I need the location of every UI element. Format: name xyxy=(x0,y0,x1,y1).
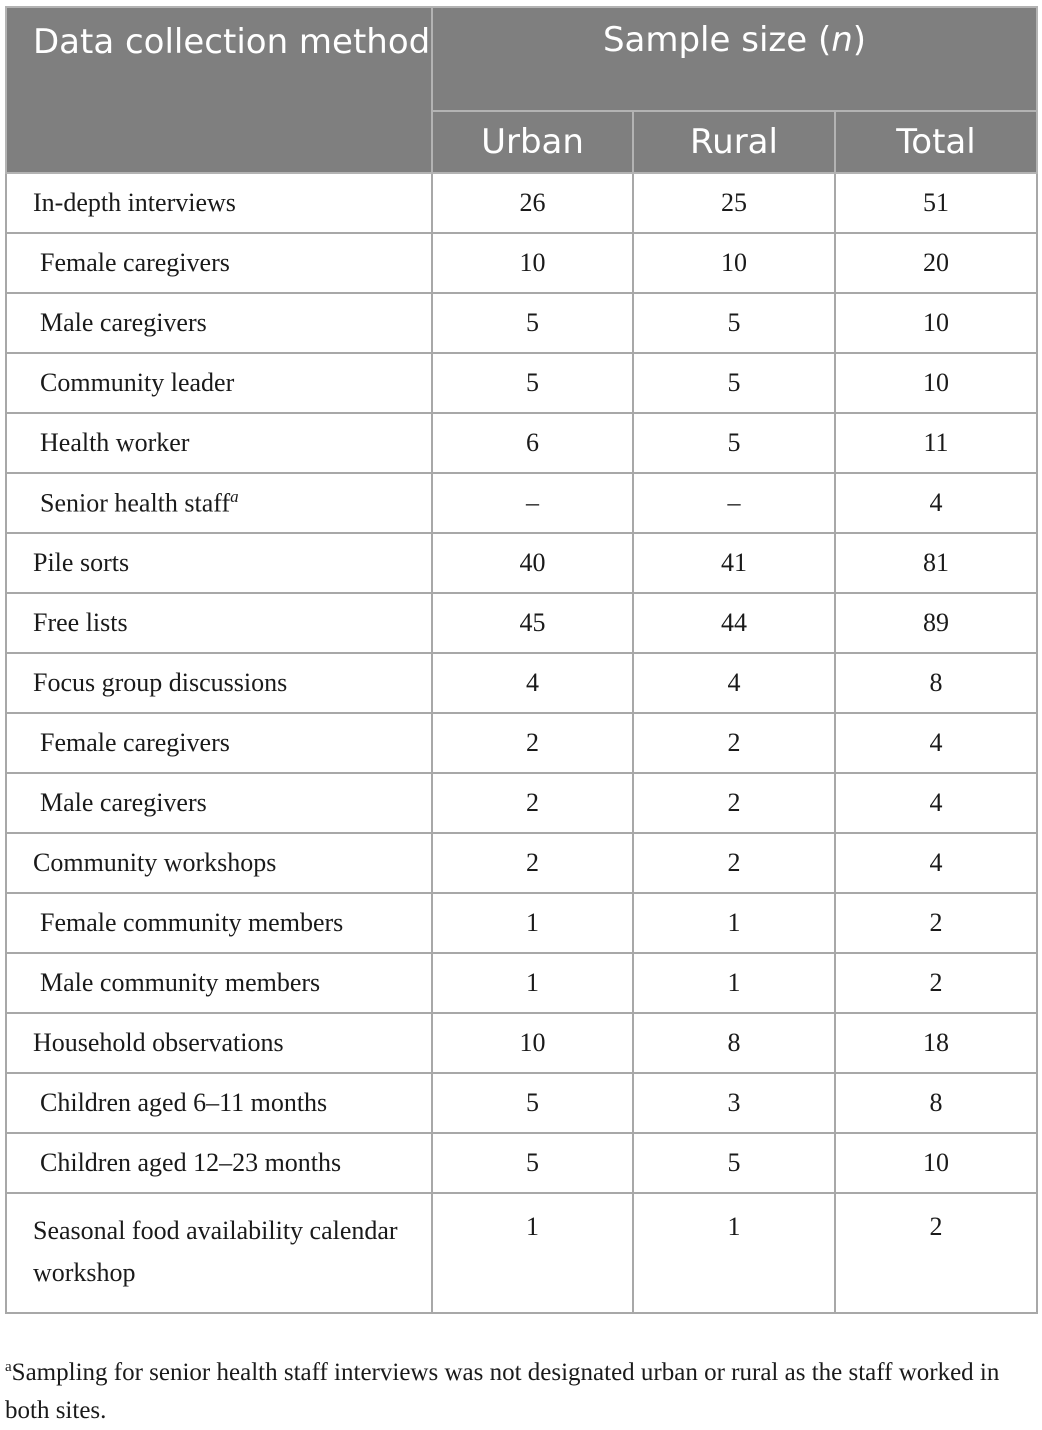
rural-cell: 41 xyxy=(633,533,835,593)
table-row xyxy=(6,713,1037,773)
row-label: Female community members xyxy=(6,893,432,953)
rural-cell: 1 xyxy=(633,1193,835,1313)
footnote-marker: a xyxy=(5,1359,12,1375)
total-cell: 10 xyxy=(835,293,1037,353)
table-row xyxy=(6,473,1037,533)
row-label: Female caregivers xyxy=(6,713,432,773)
total-cell: 4 xyxy=(835,833,1037,893)
total-cell: 2 xyxy=(835,1193,1037,1313)
total-cell: 4 xyxy=(835,713,1037,773)
total-cell: 8 xyxy=(835,653,1037,713)
header-sample-prefix: Sample size ( xyxy=(602,20,832,60)
header-sample-suffix: ) xyxy=(852,20,867,60)
table-row xyxy=(6,893,1037,953)
table-row xyxy=(6,1073,1037,1133)
urban-cell: 2 xyxy=(432,773,633,833)
header-sample-var: n xyxy=(831,20,853,60)
header-total: Total xyxy=(835,111,1037,173)
table-row xyxy=(6,593,1037,653)
row-label: Seasonal food availability calendar workshop xyxy=(6,1193,432,1313)
footnote-text: Sampling for senior health staff interviews was not designated urban or rural as the staff worked in both sites. xyxy=(5,1359,1000,1424)
rural-cell: – xyxy=(633,473,835,533)
row-label: Male caregivers xyxy=(6,773,432,833)
header-urban: Urban xyxy=(432,111,633,173)
table-row xyxy=(6,653,1037,713)
total-cell: 51 xyxy=(835,173,1037,233)
urban-cell: 2 xyxy=(432,833,633,893)
table-row xyxy=(6,833,1037,893)
rural-cell: 5 xyxy=(633,293,835,353)
header-sample-size xyxy=(432,7,1037,111)
row-label: Children aged 12–23 months xyxy=(6,1133,432,1193)
urban-cell: 1 xyxy=(432,953,633,1013)
row-label: Focus group discussions xyxy=(6,653,432,713)
urban-cell: 5 xyxy=(432,293,633,353)
row-label: Community workshops xyxy=(6,833,432,893)
table-row xyxy=(6,233,1037,293)
header-method: Data collection method xyxy=(6,7,432,173)
urban-cell: 5 xyxy=(432,1133,633,1193)
total-cell: 18 xyxy=(835,1013,1037,1073)
rural-cell: 3 xyxy=(633,1073,835,1133)
urban-cell: 26 xyxy=(432,173,633,233)
urban-cell: 10 xyxy=(432,233,633,293)
rural-cell: 5 xyxy=(633,1133,835,1193)
total-cell: 89 xyxy=(835,593,1037,653)
table-row xyxy=(6,773,1037,833)
urban-cell: 6 xyxy=(432,413,633,473)
row-label xyxy=(6,473,432,533)
header-row xyxy=(6,7,1037,111)
row-label: Health worker xyxy=(6,413,432,473)
row-label: Female caregivers xyxy=(6,233,432,293)
urban-cell: 1 xyxy=(432,1193,633,1313)
urban-cell: – xyxy=(432,473,633,533)
urban-cell: 2 xyxy=(432,713,633,773)
total-cell: 20 xyxy=(835,233,1037,293)
urban-cell: 5 xyxy=(432,1073,633,1133)
urban-cell: 5 xyxy=(432,353,633,413)
table-row xyxy=(6,533,1037,593)
row-label: Male caregivers xyxy=(6,293,432,353)
rural-cell: 8 xyxy=(633,1013,835,1073)
table-row xyxy=(6,293,1037,353)
rural-cell: 44 xyxy=(633,593,835,653)
table-row xyxy=(6,953,1037,1013)
urban-cell: 4 xyxy=(432,653,633,713)
row-label: Free lists xyxy=(6,593,432,653)
row-label: Household observations xyxy=(6,1013,432,1073)
table-row xyxy=(6,1193,1037,1313)
table-row xyxy=(6,1013,1037,1073)
rural-cell: 2 xyxy=(633,773,835,833)
rural-cell: 5 xyxy=(633,353,835,413)
table-row xyxy=(6,173,1037,233)
rural-cell: 2 xyxy=(633,833,835,893)
row-label: Children aged 6–11 months xyxy=(6,1073,432,1133)
row-label: Male community members xyxy=(6,953,432,1013)
rural-cell: 10 xyxy=(633,233,835,293)
urban-cell: 1 xyxy=(432,893,633,953)
row-label: Community leader xyxy=(6,353,432,413)
total-cell: 2 xyxy=(835,953,1037,1013)
urban-cell: 45 xyxy=(432,593,633,653)
table-footnote xyxy=(5,1348,1039,1430)
table-row xyxy=(6,353,1037,413)
rural-cell: 25 xyxy=(633,173,835,233)
data-table-wrapper xyxy=(5,6,1036,1314)
rural-cell: 5 xyxy=(633,413,835,473)
rural-cell: 4 xyxy=(633,653,835,713)
rural-cell: 1 xyxy=(633,893,835,953)
total-cell: 8 xyxy=(835,1073,1037,1133)
total-cell: 10 xyxy=(835,353,1037,413)
header-rural: Rural xyxy=(633,111,835,173)
total-cell: 4 xyxy=(835,473,1037,533)
footnote-marker: a xyxy=(230,487,239,507)
table-row xyxy=(6,1133,1037,1193)
rural-cell: 2 xyxy=(633,713,835,773)
total-cell: 10 xyxy=(835,1133,1037,1193)
row-label-text: Senior health staff xyxy=(40,488,231,518)
sample-size-table xyxy=(5,6,1038,1314)
table-row xyxy=(6,413,1037,473)
row-label: Pile sorts xyxy=(6,533,432,593)
urban-cell: 40 xyxy=(432,533,633,593)
total-cell: 81 xyxy=(835,533,1037,593)
total-cell: 4 xyxy=(835,773,1037,833)
urban-cell: 10 xyxy=(432,1013,633,1073)
total-cell: 11 xyxy=(835,413,1037,473)
total-cell: 2 xyxy=(835,893,1037,953)
table-body xyxy=(6,173,1037,1313)
rural-cell: 1 xyxy=(633,953,835,1013)
row-label: In-depth interviews xyxy=(6,173,432,233)
